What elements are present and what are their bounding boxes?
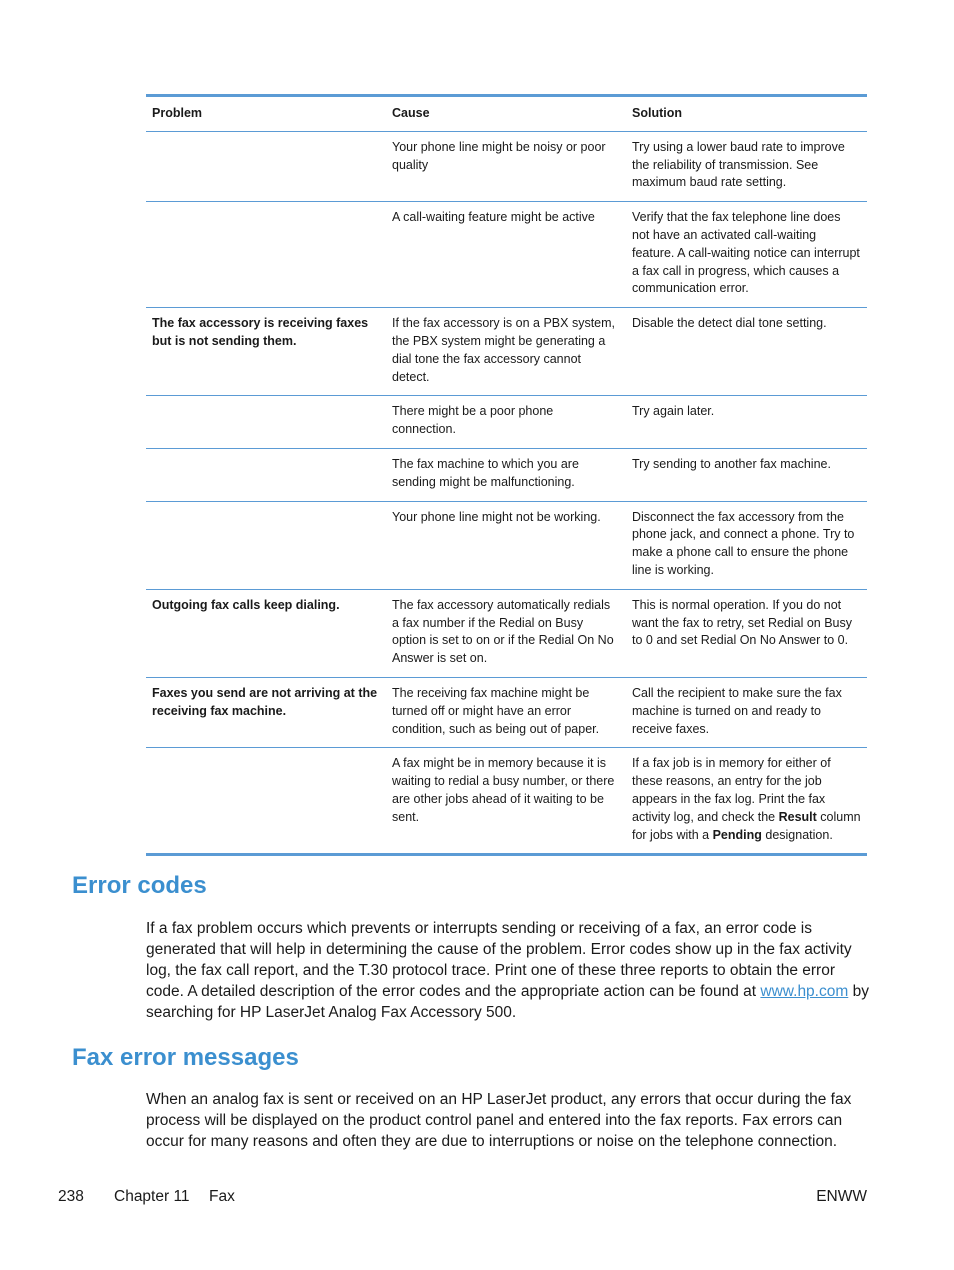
error-codes-text: If a fax problem occurs which prevents or interrupts sending or receiving of a fax, an error code is generated that will help in determining the cause of the problem. Error codes show up in the fax activity log, the fax call report, and the T.30 protocol trace. Print one of these three reports to obtain the error code. A detailed description of the error codes and the appropriate action can be found at xyxy=(146,920,852,1000)
table-row xyxy=(146,448,867,501)
chapter-label: Chapter 11 xyxy=(114,1188,190,1205)
fax-error-messages-heading: Fax error messages xyxy=(72,1044,299,1071)
solution-cell: Try sending to another fax machine. xyxy=(632,456,831,471)
table-row xyxy=(146,202,867,308)
cause-cell: There might be a poor phone connection. xyxy=(392,404,554,437)
problem-cell: The fax accessory is receiving faxes but is not sending them. xyxy=(152,316,369,348)
solution-cell: Disconnect the fax accessory from the phone jack, and connect a phone. Try to make a phone call to ensure the phone line is working. xyxy=(632,509,855,577)
header-solution: Solution xyxy=(632,106,682,120)
result-column-term: Result xyxy=(778,809,817,824)
solution-cell: Try using a lower baud rate to improve the reliability of transmission. See maximum baud rate setting. xyxy=(632,139,845,190)
problem-cell xyxy=(146,396,386,449)
header-cause: Cause xyxy=(392,106,430,120)
solution-text: column for jobs with a xyxy=(632,809,861,842)
troubleshooting-table-container xyxy=(146,94,867,856)
error-codes-text-end: by searching for HP LaserJet Analog Fax Accessory 500. xyxy=(146,983,869,1021)
solution-text: If a fax job is in memory for either of these reasons, an entry for the job appears in the fax log. Print the fax activity log, and check the xyxy=(632,756,831,824)
table-header-row xyxy=(146,96,867,132)
solution-cell: Try again later. xyxy=(632,404,715,419)
cause-cell: The fax machine to which you are sending might be malfunctioning. xyxy=(392,456,579,489)
table-row xyxy=(146,308,867,396)
cause-cell: A fax might be in memory because it is waiting to redial a busy number, or there are other jobs ahead of it waiting to be sent. xyxy=(392,756,615,824)
edition-label: ENWW xyxy=(816,1188,867,1205)
cause-cell: The receiving fax machine might be turned off or might have an error condition, such as being out of paper. xyxy=(392,685,600,736)
table-row xyxy=(146,396,867,449)
problem-cell xyxy=(146,202,386,308)
error-codes-heading: Error codes xyxy=(72,872,207,899)
solution-cell: This is normal operation. If you do not want the fax to retry, set Redial on Busy to 0 and set Redial On No Answer to 0. xyxy=(632,597,853,648)
cause-cell: Your phone line might be noisy or poor quality xyxy=(392,139,606,172)
page-number: 238 xyxy=(58,1188,84,1205)
error-codes-paragraph xyxy=(146,918,870,1023)
pending-status-term: Pending xyxy=(712,827,762,842)
problem-cell xyxy=(146,448,386,501)
solution-cell xyxy=(626,748,867,855)
problem-cell: Faxes you send are not arriving at the receiving fax machine. xyxy=(152,685,378,718)
cause-cell: If the fax accessory is on a PBX system, the PBX system might be generating a dial tone the fax accessory cannot detect. xyxy=(392,316,616,384)
problem-cell xyxy=(146,501,386,589)
solution-cell: Verify that the fax telephone line does not have an activated call-waiting feature. A call-waiting notice can interrupt a fax call in progress, which causes a communication error. xyxy=(632,210,860,296)
header-problem: Problem xyxy=(152,106,203,120)
cause-cell: A call-waiting feature might be active xyxy=(392,210,595,225)
solution-text: designation. xyxy=(761,827,833,842)
fax-error-messages-paragraph: When an analog fax is sent or received on an HP LaserJet product, any errors that occur during the fax process will be displayed on the product control panel and entered into the fax reports. Fax errors can occur for many reasons and often they are due to interruptions or noise on the telephone connection. xyxy=(146,1091,852,1150)
solution-cell: Disable the detect dial tone setting. xyxy=(632,316,827,331)
troubleshooting-table xyxy=(146,94,867,856)
cause-cell: The fax accessory automatically redials a fax number if the Redial on Busy option is set to on or if the Redial On No Answer is set on. xyxy=(392,597,614,666)
table-row xyxy=(146,748,867,855)
table-row xyxy=(146,677,867,747)
problem-cell: Outgoing fax calls keep dialing. xyxy=(152,597,340,612)
cause-cell: Your phone line might not be working. xyxy=(392,509,601,524)
table-row xyxy=(146,589,867,677)
problem-cell xyxy=(146,748,386,855)
table-row xyxy=(146,131,867,201)
problem-cell xyxy=(146,131,386,201)
solution-cell: Call the recipient to make sure the fax machine is turned on and ready to receive faxes. xyxy=(632,685,842,736)
hp-website-link[interactable]: www.hp.com xyxy=(760,983,849,1000)
table-row xyxy=(146,501,867,589)
section-label: Fax xyxy=(209,1188,235,1205)
